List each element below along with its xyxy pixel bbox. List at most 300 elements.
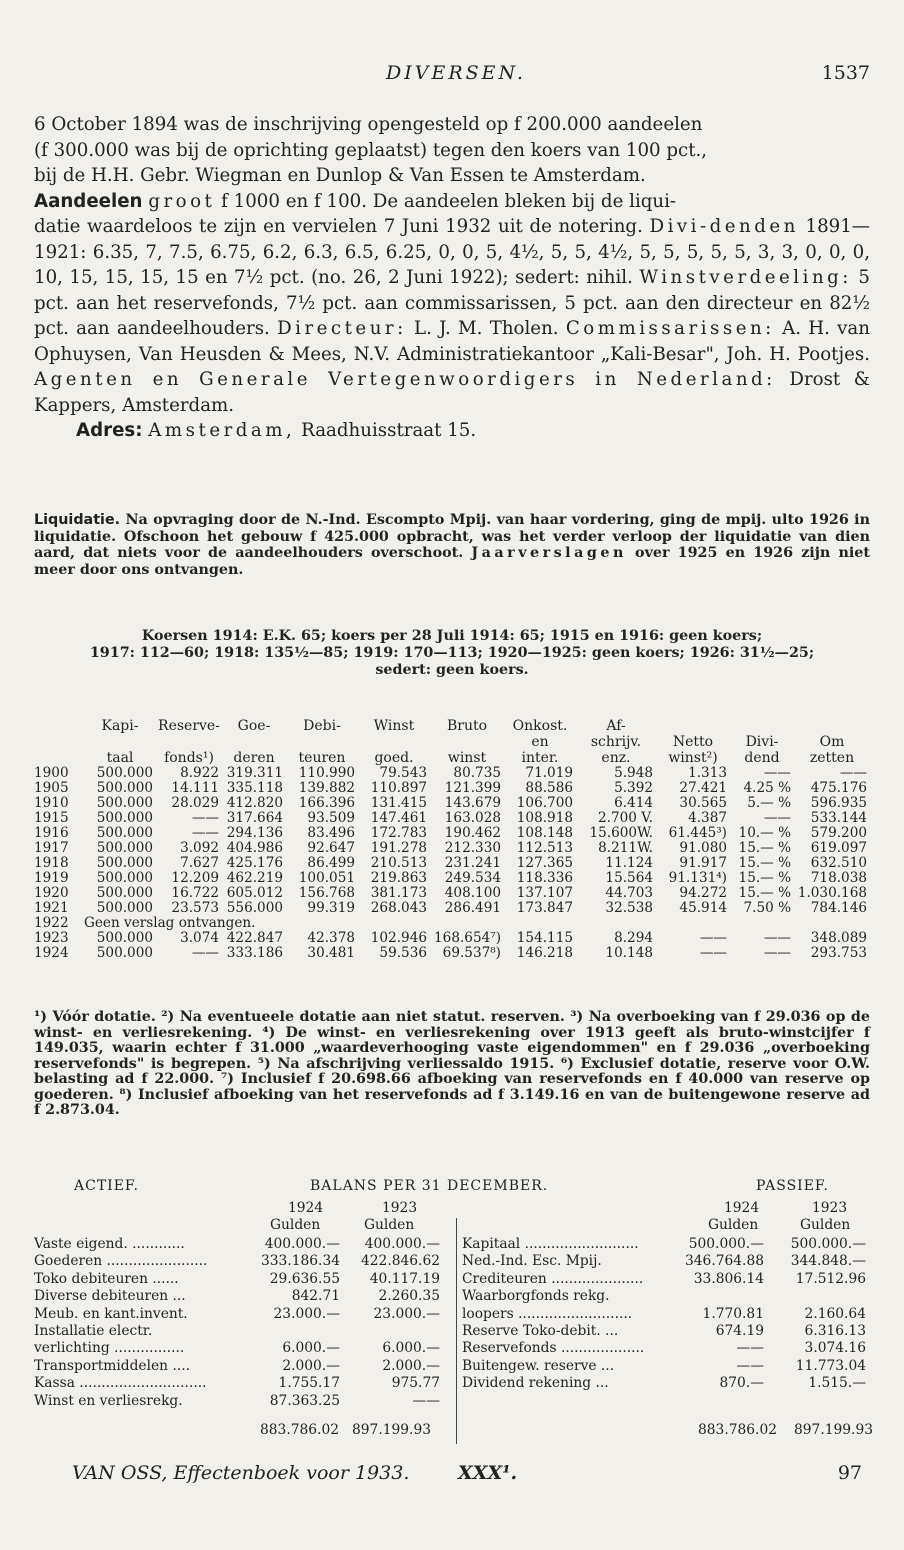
stats-cell: 7.50 %	[743, 901, 791, 916]
stats-cell: 333.186	[226, 946, 283, 961]
liquidatie-text: Na opvraging door de N.-Ind. Escompto Mpij. van haar vordering, ging de mpij. ulto 1926 in liquidatie. Ofschoon het gebouw f 425.000 opbracht, was het verder verloop der liquidatie van dien aard, dat niets voor de aandeelhouders overschoot.	[34, 512, 870, 561]
stats-cell: ——	[699, 946, 727, 961]
stats-cell: 30.565	[679, 796, 727, 811]
stats-cell: 12.209	[171, 871, 219, 886]
stats-cell: 348.089	[810, 931, 867, 946]
stats-cell: 143.679	[444, 796, 501, 811]
stats-cell: 110.897	[370, 781, 427, 796]
stats-year: 1905	[34, 781, 69, 796]
footnotes-text: ¹) Vóór dotatie. ²) Na eventueele dotatie aan niet statut. reserven. ³) Na overboeking van f 29.036 op de winst- en verliesrekening. ⁴) De winst- en verliesrekening over 1913 geeft als bruto-winstcijfer f 149.035, waarin echter f 31.000 „waardeverhooging vaste eigendommen" en f 29.036 „overboeking reservefonds" is begrepen. ⁵) Na afschrijving verliessaldo 1915. ⁶) Exclusief dotatie, reserve voor O.W. belasting ad f 22.000. ⁷) Inclusief f 20.698.66 afboeking van reservefonds en f 40.000 van reserve op goederen. ⁸) Inclusief afboeking van het reservefonds ad f 3.149.16 en van de buitengewone reserve ad f 2.873.04.	[34, 1009, 870, 1118]
stats-cell: 88.586	[525, 781, 573, 796]
stats-row	[34, 796, 870, 811]
stats-cell: 112.513	[516, 841, 573, 856]
koersen-line: 1917: 112—60; 1918: 135½—85; 1919: 170—113; 1920—1925: geen koers; 1926: 31½—25;	[89, 645, 815, 661]
passief-label: Waarborgfonds rekg.	[462, 1288, 610, 1305]
stats-cell: 212.330	[444, 841, 501, 856]
stats-header-cell: goed.	[374, 750, 414, 766]
stats-cell: 219.863	[370, 871, 427, 886]
stats-cell: 784.146	[810, 901, 867, 916]
stats-cell: 30.481	[307, 946, 355, 961]
actief-value: 23.000.—	[373, 1305, 440, 1322]
actief-row	[34, 1393, 444, 1410]
commissarissen-text: A. H. van Ophuysen, Van Heusden & Mees, N.V. Administratiekantoor „Kali-Besar", Joh. H. Pootjes.	[34, 318, 870, 365]
passief-row	[462, 1288, 870, 1305]
passief-title: PASSIEF.	[756, 1178, 829, 1194]
stats-cell: 15.600W.	[589, 826, 653, 841]
stats-row	[34, 826, 870, 841]
stats-cell: 154.115	[516, 931, 573, 946]
stats-year: 1919	[34, 871, 69, 886]
passief-label: Reserve Toko-debit. ...	[462, 1323, 619, 1340]
column-units	[34, 1217, 870, 1235]
stats-header-row	[34, 734, 870, 750]
actief-value: 6.000.—	[282, 1340, 340, 1357]
passief-row	[462, 1323, 870, 1340]
actief-row	[34, 1253, 444, 1270]
stats-cell: 94.272	[679, 886, 727, 901]
footer-center: XXX¹.	[458, 1462, 518, 1484]
stats-year: 1916	[34, 826, 69, 841]
stats-header-cell	[794, 718, 870, 734]
text-line: 6 October 1894 was de inschrijving opengesteld op f 200.000 aandeelen	[34, 114, 703, 135]
winst-label: Winstverdeeling:	[639, 267, 852, 288]
groot-label: groot	[148, 190, 216, 212]
stats-cell: 191.278	[370, 841, 427, 856]
stats-cell: 168.654⁷)	[434, 931, 501, 946]
year-label: 1923	[812, 1200, 848, 1216]
stats-header-cell	[358, 734, 430, 750]
passief-value: 33.806.14	[693, 1270, 764, 1287]
balance-sheet	[34, 1178, 870, 1409]
actief-value: 422.846.62	[361, 1253, 440, 1270]
stats-cell: 500.000	[96, 871, 153, 886]
passief-value: 346.764.88	[685, 1253, 764, 1270]
stats-cell: 118.336	[516, 871, 573, 886]
passief-value: 674.19	[715, 1323, 764, 1340]
stats-cell: 422.847	[226, 931, 283, 946]
actief-title: ACTIEF.	[74, 1178, 139, 1194]
passief-value: 17.512.96	[795, 1270, 866, 1287]
stats-year: 1922	[34, 916, 69, 931]
stats-cell: 16.722	[171, 886, 219, 901]
stats-header-cell: schrijv.	[590, 734, 642, 750]
stats-cell: 231.241	[444, 856, 501, 871]
passief-label: Buitengew. reserve ...	[462, 1357, 615, 1374]
stats-cell: 3.074	[180, 931, 219, 946]
stats-header-cell	[286, 734, 358, 750]
passief-value: 3.074.16	[804, 1340, 866, 1357]
text-line: (f 300.000 was bij de oprichting geplaatst) tegen den koers van 100 pct.,	[34, 139, 708, 161]
stats-year: 1900	[34, 766, 69, 781]
stats-cell: 80.735	[453, 766, 501, 781]
stats-year: 1910	[34, 796, 69, 811]
stats-header-cell	[84, 734, 156, 750]
total-actief-1924: 883.786.02	[260, 1422, 339, 1438]
stats-cell: 15.— %	[738, 856, 791, 871]
passief-row	[462, 1358, 870, 1375]
passief-row	[462, 1253, 870, 1270]
stats-cell: 8.211W.	[598, 841, 653, 856]
stats-year: 1921	[34, 901, 69, 916]
stats-header-cell: Kapi-	[101, 718, 139, 734]
directeur-label: Directeur:	[277, 318, 407, 339]
stats-header-cell: Goe-	[237, 718, 271, 734]
stats-cell: 335.118	[226, 781, 283, 796]
actief-label: Transportmiddelen ....	[34, 1357, 190, 1374]
stats-cell: ——	[763, 946, 791, 961]
stats-cell: 190.462	[444, 826, 501, 841]
stats-cell: 605.012	[226, 886, 283, 901]
dividenden-text: 1891—1921: 6.35, 7, 7.5, 6.75, 6.2, 6.3, 6.5, 6.25, 0, 0, 5, 4½, 5, 5, 4½, 5, 5, 5, 5, 5, 3, 3, 0, 0, 0, 10, 15, 15, 15, 15 en 7½ pct. (no. 26, 2 Juni 1922); sedert: nihil.	[34, 216, 870, 288]
stats-cell: 10.— %	[738, 826, 791, 841]
stats-cell: 139.882	[298, 781, 355, 796]
stats-header-cell: Om	[819, 734, 845, 750]
jaarverslagen-text: over 1925 en 1926 zijn niet meer door ons ontvangen.	[34, 545, 870, 578]
stats-cell: 86.499	[307, 856, 355, 871]
year-label: 1923	[382, 1200, 418, 1216]
actief-row	[34, 1340, 444, 1357]
actief-row	[34, 1306, 444, 1323]
actief-value: 2.000.—	[282, 1357, 340, 1374]
stats-cell: 91.131⁴)	[668, 871, 727, 886]
stats-cell: 27.421	[679, 781, 727, 796]
passief-value: 2.160.64	[804, 1305, 866, 1322]
stats-cell: 166.396	[298, 796, 355, 811]
stats-header-cell: deren	[233, 750, 275, 766]
koersen-line: Koersen 1914: E.K. 65; koers per 28 Juli 1914: 65; 1915 en 1916: geen koers;	[141, 628, 763, 644]
footer-right: 97	[837, 1462, 862, 1484]
actief-value: 29.636.55	[269, 1270, 340, 1287]
stats-cell: 108.918	[516, 811, 573, 826]
stats-cell: 7.627	[180, 856, 219, 871]
unit-label: Gulden	[364, 1217, 415, 1233]
stats-cell: 83.496	[307, 826, 355, 841]
actief-row	[34, 1271, 444, 1288]
actief-value: 6.000.—	[382, 1340, 440, 1357]
passief-row	[462, 1271, 870, 1288]
stats-cell: 10.148	[605, 946, 653, 961]
text-line: bij de H.H. Gebr. Wiegman en Dunlop & Van Essen te Amsterdam.	[34, 165, 646, 186]
actief-value: 400.000.—	[264, 1236, 340, 1252]
stats-header-row	[34, 718, 870, 734]
stats-cell: 500.000	[96, 886, 153, 901]
stats-row	[34, 886, 870, 901]
passief-row	[462, 1306, 870, 1323]
actief-row	[34, 1236, 444, 1253]
stats-header-cell: Reserve-	[158, 718, 220, 734]
stats-cell: 500.000	[96, 766, 153, 781]
stats-header-cell: Winst	[373, 718, 415, 734]
total-passief-1924: 883.786.02	[698, 1422, 777, 1438]
passief-row	[462, 1375, 870, 1392]
stats-cell: 500.000	[96, 931, 153, 946]
footnotes	[34, 1010, 870, 1119]
stats-year: 1924	[34, 946, 69, 961]
dividenden-label: Divi-denden	[649, 216, 799, 237]
actief-value	[260, 1323, 344, 1340]
aandeelen-label: Aandeelen	[34, 190, 143, 212]
stats-cell: 15.— %	[738, 886, 791, 901]
stats-cell: 533.144	[810, 811, 867, 826]
page-number: 1537	[821, 62, 870, 84]
column-divider	[456, 1218, 457, 1444]
stats-cell: 8.294	[614, 931, 653, 946]
passief-label: Crediteuren .....................	[462, 1270, 644, 1287]
stats-cell: 110.990	[298, 766, 355, 781]
actief-row	[34, 1375, 444, 1392]
stats-cell: 45.914	[679, 901, 727, 916]
stats-cell: 5.— %	[747, 796, 791, 811]
actief-value: ——	[412, 1392, 440, 1409]
stats-cell: 106.700	[516, 796, 573, 811]
stats-cell: 127.365	[516, 856, 573, 871]
actief-row	[34, 1323, 444, 1340]
stats-cell: 92.647	[307, 841, 355, 856]
passief-side	[462, 1236, 870, 1393]
stats-cell: 102.946	[370, 931, 427, 946]
actief-value	[344, 1323, 444, 1340]
stats-cell: 408.100	[444, 886, 501, 901]
actief-value: 2.260.35	[378, 1288, 440, 1305]
stats-header-cell: dend	[744, 750, 780, 766]
passief-value: 500.000.—	[790, 1236, 866, 1252]
stats-row	[34, 811, 870, 826]
stats-cell: 108.148	[516, 826, 573, 841]
stats-row	[34, 916, 870, 931]
stats-year: 1920	[34, 886, 69, 901]
stats-row	[34, 766, 870, 781]
stats-header-cell	[656, 718, 730, 734]
stats-cell: 1.313	[688, 766, 727, 781]
directeur-text: L. J. M. Tholen.	[414, 318, 559, 339]
stats-row	[34, 781, 870, 796]
passief-value: 500.000.—	[688, 1236, 764, 1252]
dividend-paragraph	[34, 214, 870, 418]
stats-cell: 4.387	[688, 811, 727, 826]
agenten-label: Agenten en Generale Vertegenwoordigers in Nederland:	[34, 369, 776, 390]
stats-header-cell: winst	[447, 750, 487, 766]
stats-cell: 172.783	[370, 826, 427, 841]
liquidatie-paragraph	[34, 512, 870, 578]
passief-value: 870.—	[719, 1375, 764, 1392]
passief-label: Reservefonds ...................	[462, 1340, 645, 1357]
koersen-block	[34, 628, 870, 679]
stats-cell: 294.136	[226, 826, 283, 841]
stats-cell: 5.948	[614, 766, 653, 781]
actief-value: 333.186.34	[261, 1253, 340, 1270]
agenten-text: Drost & Kappers, Amsterdam.	[34, 369, 870, 416]
unit-label: Gulden	[800, 1217, 851, 1233]
stats-header-cell	[34, 750, 84, 766]
aandeelen-text: f 1000 en f 100. De aandeelen bleken bij de liqui-	[221, 190, 677, 212]
stats-cell: ——	[763, 931, 791, 946]
passief-value	[768, 1288, 870, 1305]
stats-cell: 91.080	[679, 841, 727, 856]
stats-cell: 500.000	[96, 781, 153, 796]
actief-label: Winst en verliesrekg.	[34, 1392, 183, 1409]
stats-cell: 500.000	[96, 946, 153, 961]
stats-cell: 131.415	[370, 796, 427, 811]
actief-label: verlichting ................	[34, 1340, 185, 1357]
actief-label: Installatie electr.	[34, 1323, 153, 1340]
stats-header-cell: en	[531, 734, 549, 750]
stats-row	[34, 856, 870, 871]
stats-cell: 632.510	[810, 856, 867, 871]
stats-cell: ——	[699, 931, 727, 946]
stats-cell: 249.534	[444, 871, 501, 886]
actief-row	[34, 1358, 444, 1375]
actief-value: 23.000.—	[273, 1305, 340, 1322]
stats-cell: 317.664	[226, 811, 283, 826]
stats-cell: 71.019	[525, 766, 573, 781]
stats-cell: 293.753	[810, 946, 867, 961]
stats-cell: 404.986	[226, 841, 283, 856]
stats-cell: 596.935	[810, 796, 867, 811]
balance-header	[34, 1178, 870, 1200]
adres-label: Adres:	[76, 420, 143, 441]
stats-cell: 11.124	[605, 856, 653, 871]
actief-value: 40.117.19	[369, 1270, 440, 1287]
stats-note: Geen verslag ontvangen.	[84, 916, 256, 931]
actief-value: 2.000.—	[382, 1357, 440, 1374]
stats-header-cell: fonds¹)	[164, 750, 214, 766]
stats-cell: 2.700 V.	[598, 811, 653, 826]
financial-stats-table	[34, 718, 870, 961]
stats-cell: 619.097	[810, 841, 867, 856]
passief-row	[462, 1340, 870, 1357]
stats-cell: 100.051	[298, 871, 355, 886]
unit-label: Gulden	[270, 1217, 321, 1233]
stats-header-cell: enz.	[601, 750, 631, 766]
stats-cell: 147.461	[370, 811, 427, 826]
adres-city: Amsterdam,	[148, 420, 296, 441]
passief-value	[676, 1288, 768, 1305]
actief-row	[34, 1288, 444, 1305]
stats-cell: 99.319	[307, 901, 355, 916]
stats-header-cell: Bruto	[446, 718, 488, 734]
actief-side	[34, 1236, 444, 1410]
actief-value: 975.77	[391, 1375, 440, 1392]
stats-cell: 121.399	[444, 781, 501, 796]
actief-label: Meub. en kant.invent.	[34, 1305, 188, 1322]
stats-cell: 137.107	[516, 886, 573, 901]
stats-header-cell: zetten	[809, 750, 855, 766]
adres-line	[34, 418, 870, 444]
stats-cell: 500.000	[96, 841, 153, 856]
stats-cell: 500.000	[96, 796, 153, 811]
stats-cell: 500.000	[96, 811, 153, 826]
total-actief-1923: 897.199.93	[352, 1422, 431, 1438]
stats-cell: 579.200	[810, 826, 867, 841]
stats-cell: 425.176	[226, 856, 283, 871]
stats-cell: 4.25 %	[743, 781, 791, 796]
passief-value: ——	[736, 1340, 764, 1357]
running-header	[36, 62, 876, 88]
year-label: 1924	[724, 1200, 760, 1216]
stats-cell: 146.218	[516, 946, 573, 961]
stats-row	[34, 931, 870, 946]
stats-cell: ——	[839, 766, 867, 781]
stats-cell: 14.111	[171, 781, 219, 796]
stats-cell: 173.847	[516, 901, 573, 916]
stats-cell: 32.538	[605, 901, 653, 916]
stats-cell: 59.536	[379, 946, 427, 961]
stats-row	[34, 946, 870, 961]
year-label: 1924	[288, 1200, 324, 1216]
footer-left: VAN OSS, Effectenboek voor 1933.	[72, 1462, 410, 1484]
stats-cell: 1.030.168	[797, 886, 867, 901]
actief-label: Kassa .............................	[34, 1375, 207, 1392]
section-title: DIVERSEN.	[386, 62, 526, 84]
unit-label: Gulden	[708, 1217, 759, 1233]
stats-cell: 500.000	[96, 856, 153, 871]
passief-label: Ned.-Ind. Esc. Mpij.	[462, 1253, 602, 1270]
actief-value: 842.71	[291, 1288, 340, 1305]
stats-header-cell: teuren	[298, 750, 346, 766]
stats-header-cell	[34, 734, 84, 750]
stats-header-row	[34, 750, 870, 766]
stats-header-cell	[222, 734, 286, 750]
passief-value: 1.770.81	[702, 1305, 764, 1322]
stats-cell: 319.311	[226, 766, 283, 781]
koersen-line: sedert: geen koers.	[375, 662, 529, 678]
total-passief-1923: 897.199.93	[794, 1422, 873, 1438]
stats-cell: ——	[191, 811, 219, 826]
stats-cell: ——	[191, 826, 219, 841]
stats-cell: 475.176	[810, 781, 867, 796]
stats-row	[34, 901, 870, 916]
adres-street: Raadhuisstraat 15.	[301, 420, 477, 441]
stats-cell: ——	[191, 946, 219, 961]
passief-value: 344.848.—	[790, 1253, 866, 1270]
stats-cell: 3.092	[180, 841, 219, 856]
stats-header-cell: Debi-	[303, 718, 341, 734]
stats-cell: 15.— %	[738, 841, 791, 856]
jaarverslagen-label: Jaarverslagen	[471, 545, 627, 561]
stats-row	[34, 841, 870, 856]
stats-header-cell: Onkost.	[512, 718, 568, 734]
stats-cell: 5.392	[614, 781, 653, 796]
stats-cell: 15.— %	[738, 871, 791, 886]
column-years	[34, 1200, 870, 1218]
stats-cell: ——	[763, 766, 791, 781]
stats-year: 1923	[34, 931, 69, 946]
stats-cell: 556.000	[226, 901, 283, 916]
passief-label: Dividend rekening ...	[462, 1375, 609, 1392]
stats-header-cell	[430, 734, 504, 750]
stats-cell: 286.491	[444, 901, 501, 916]
stats-header-cell: inter.	[521, 750, 559, 766]
stats-cell: ——	[763, 811, 791, 826]
stats-header-cell	[156, 734, 222, 750]
stats-cell: 462.219	[226, 871, 283, 886]
stats-header-cell: Netto	[672, 734, 714, 750]
stats-header-cell: Af-	[606, 718, 626, 734]
balance-title: BALANS PER 31 DECEMBER.	[310, 1178, 549, 1194]
stats-cell: 381.173	[370, 886, 427, 901]
stats-cell: 93.509	[307, 811, 355, 826]
actief-label: Diverse debiteuren ...	[34, 1288, 186, 1305]
stats-header-cell	[34, 718, 84, 734]
stats-cell: 6.414	[614, 796, 653, 811]
actief-value: 1.755.17	[278, 1375, 340, 1392]
stats-cell: 268.043	[370, 901, 427, 916]
aandeelen-line	[34, 189, 870, 215]
actief-label: Vaste eigend. ............	[34, 1236, 185, 1252]
stats-cell: 23.573	[171, 901, 219, 916]
stats-cell: 28.029	[171, 796, 219, 811]
stats-cell: 91.917	[679, 856, 727, 871]
